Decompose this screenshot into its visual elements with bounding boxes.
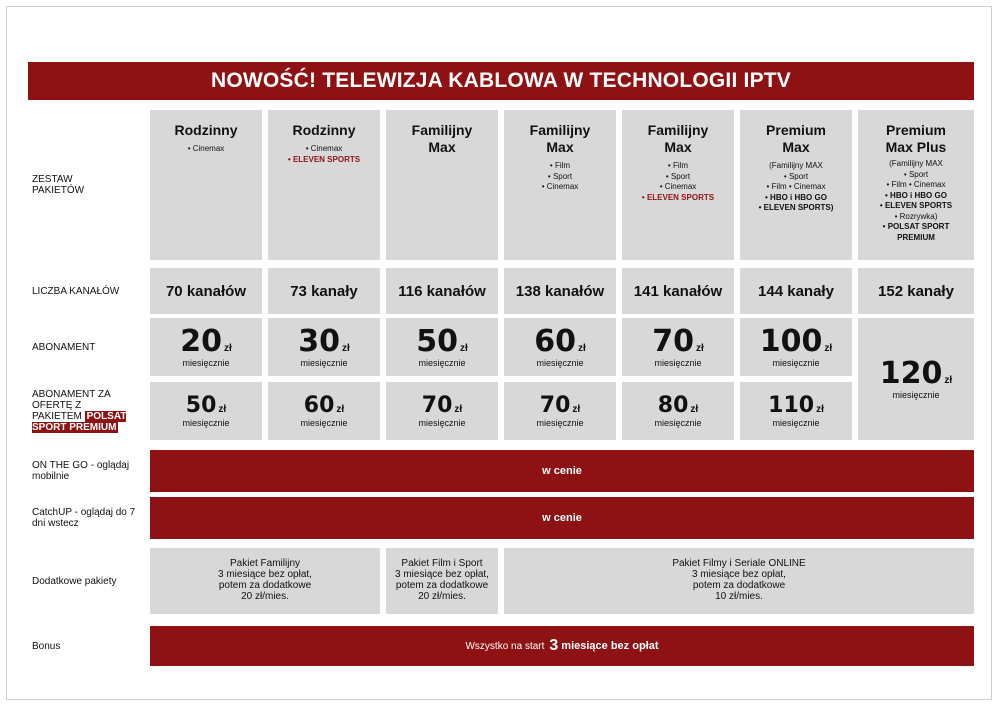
price-cell-merged: [858, 318, 974, 440]
package-feature: • Cinemax: [305, 144, 343, 153]
package-feature: • Cinemax: [659, 182, 697, 191]
row-label-subscription: [28, 318, 140, 376]
price-period: miesięcznie: [182, 417, 230, 428]
bonus-suffix: miesiące bez opłat: [561, 640, 659, 652]
price-currency: zł: [341, 342, 350, 354]
row-label-packages: [28, 110, 140, 260]
price-period: miesięcznie: [536, 357, 584, 368]
row-label-extras: [28, 548, 140, 614]
offer-price-cell: [622, 382, 734, 440]
price-period: miesięcznie: [654, 357, 702, 368]
row-label-offer: [28, 382, 140, 440]
package-desc: [504, 161, 616, 193]
channel-count: 141 kanałów: [633, 282, 723, 300]
offer-price-cell: [740, 382, 852, 440]
price-period: miesięcznie: [418, 357, 466, 368]
package-name: Premium Max Plus: [885, 122, 947, 155]
extra-package-price: 20 zł/mies.: [418, 591, 466, 602]
polsat-sport-premium-tag: POLSAT SPORT PREMIUM: [32, 411, 127, 433]
row-label-packages-text: ZESTAW PAKIETÓW: [32, 174, 85, 196]
channels-cell: [622, 268, 734, 314]
price-period: miesięcznie: [772, 357, 820, 368]
package-card: [150, 110, 262, 260]
row-label-extras-text: Dodatkowe pakiety: [32, 575, 117, 587]
package-feature: • ELEVEN SPORTS: [879, 201, 953, 210]
package-feature: • HBO i HBO GO: [765, 192, 827, 202]
extra-package-line: 3 miesiące bez opłat,: [218, 569, 312, 580]
price-period: miesięcznie: [892, 389, 940, 400]
price-currency: zł: [454, 403, 463, 415]
package-name: Familijny Max: [411, 122, 473, 155]
bonus-prefix: Wszystko na start: [465, 640, 545, 652]
price-cell: [504, 318, 616, 376]
price-period: miesięcznie: [182, 357, 230, 368]
offer-price-cell: [150, 382, 262, 440]
package-name: Familijny Max: [529, 122, 591, 155]
extra-package-line: potem za dodatkowe: [692, 580, 786, 591]
price-currency: zł: [572, 403, 581, 415]
package-name: Rodzinny: [174, 122, 238, 138]
price-currency: zł: [223, 342, 232, 354]
row-label-go: [28, 450, 140, 492]
row-label-go-text: ON THE GO - oglądaj mobilnie: [32, 460, 130, 482]
package-card: [740, 110, 852, 260]
channels-cell: [504, 268, 616, 314]
package-feature: • Film • Cinemax: [766, 182, 826, 191]
price-amount: 100: [759, 323, 823, 359]
price-period: miesięcznie: [772, 417, 820, 428]
package-feature: • Cinemax: [187, 144, 225, 153]
price-period: miesięcznie: [536, 417, 584, 428]
price-period: miesięcznie: [418, 417, 466, 428]
extra-package-line: 3 miesiące bez opłat,: [692, 569, 786, 580]
extra-package-price: 10 zł/mies.: [715, 591, 763, 602]
price-currency: zł: [695, 342, 704, 354]
offer-price-amount: 50: [185, 392, 217, 418]
extra-package-line: potem za dodatkowe: [395, 580, 489, 591]
channels-cell: [386, 268, 498, 314]
bonus-bar: [150, 626, 974, 666]
price-cell: [386, 318, 498, 376]
package-card: [622, 110, 734, 260]
price-currency: zł: [944, 374, 953, 386]
row-label-offer-text: ABONAMENT ZA OFERTĘ Z PAKIETEM: [32, 389, 111, 422]
extra-package-line: potem za dodatkowe: [218, 580, 312, 591]
offer-price-amount: 70: [421, 392, 453, 418]
price-amount: 30: [298, 323, 340, 359]
price-currency: zł: [816, 403, 824, 415]
price-amount: 60: [534, 323, 576, 359]
price-cell: [150, 318, 262, 376]
channel-count: 138 kanałów: [515, 282, 605, 300]
price-period: miesięcznie: [300, 357, 348, 368]
channels-cell: [150, 268, 262, 314]
price-currency: zł: [336, 403, 345, 415]
package-feature: • Sport: [547, 171, 573, 181]
page-title: NOWOŚĆ! TELEWIZJA KABLOWA W TECHNOLOGII IPTV: [28, 62, 974, 100]
row-label-catchup: [28, 497, 140, 539]
price-period: miesięcznie: [654, 417, 702, 428]
package-feature: • Rozrywka): [894, 211, 938, 221]
offer-price-amount: 110: [768, 392, 815, 418]
price-cell: [622, 318, 734, 376]
package-feature: • POLSAT SPORT: [882, 222, 950, 231]
package-feature: • ELEVEN SPORTS: [287, 154, 361, 164]
row-label-subscription-text: ABONAMENT: [32, 341, 96, 353]
package-feature: • HBO i HBO GO: [885, 190, 947, 200]
package-feature: • ELEVEN SPORTS): [758, 203, 834, 212]
channel-count: 144 kanały: [758, 282, 834, 300]
package-name: Rodzinny: [292, 122, 356, 138]
package-card: [268, 110, 380, 260]
offer-price-cell: [386, 382, 498, 440]
extra-package-cell: [150, 548, 380, 614]
price-cell: [268, 318, 380, 376]
package-feature: (Familijny MAX: [889, 159, 943, 168]
price-currency: zł: [577, 342, 586, 354]
extra-package-line: 3 miesiące bez opłat,: [395, 569, 489, 580]
catchup-bar: [150, 497, 974, 539]
offer-price-amount: 60: [303, 392, 335, 418]
price-period: miesięcznie: [300, 417, 348, 428]
price-amount: 120: [879, 355, 943, 391]
package-desc: [740, 161, 852, 214]
on-the-go-bar: [150, 450, 974, 492]
extra-package-name: Pakiet Familijny: [229, 558, 301, 569]
catchup-value: w cenie: [542, 512, 582, 524]
extra-package-cell: [386, 548, 498, 614]
package-desc: [622, 161, 734, 203]
row-label-catchup-text: CatchUP - oglądaj do 7 dni wstecz: [32, 507, 136, 529]
channel-count: 116 kanałów: [398, 282, 486, 300]
package-feature: • Sport: [665, 171, 691, 181]
extra-package-cell: [504, 548, 974, 614]
price-amount: 70: [652, 323, 694, 359]
offer-price-amount: 80: [657, 392, 689, 418]
row-label-channels: [28, 268, 140, 314]
price-currency: zł: [824, 342, 833, 354]
row-label-bonus-text: Bonus: [32, 640, 61, 652]
package-feature: • ELEVEN SPORTS: [641, 192, 715, 202]
package-desc: [268, 144, 380, 165]
price-amount: 20: [180, 323, 222, 359]
channel-count: 73 kanały: [290, 282, 358, 300]
channel-count: 70 kanałów: [165, 282, 247, 300]
package-feature: • Film • Cinemax: [886, 180, 946, 189]
on-the-go-value: w cenie: [542, 465, 582, 477]
row-label-bonus: [28, 626, 140, 666]
package-feature: • Sport: [903, 169, 929, 179]
bonus-months: 3: [549, 637, 559, 654]
offer-price-cell: [268, 382, 380, 440]
package-name: Familijny Max: [647, 122, 709, 155]
package-name: Premium Max: [766, 122, 826, 155]
channels-cell: [858, 268, 974, 314]
package-feature: • Film: [549, 161, 571, 170]
package-card: [386, 110, 498, 260]
price-currency: zł: [459, 342, 468, 354]
package-desc: [150, 144, 262, 155]
extra-package-name: Pakiet Filmy i Seriale ONLINE: [672, 558, 806, 569]
package-card: [504, 110, 616, 260]
row-label-channels-text: LICZBA KANAŁÓW: [32, 285, 120, 297]
package-feature: PREMIUM: [897, 232, 935, 242]
extra-package-price: 20 zł/mies.: [241, 591, 289, 602]
channels-cell: [268, 268, 380, 314]
package-feature: • Cinemax: [541, 182, 579, 191]
package-card: [858, 110, 974, 260]
offer-price-cell: [504, 382, 616, 440]
price-currency: zł: [218, 403, 227, 415]
extra-package-name: Pakiet Film i Sport: [401, 558, 483, 569]
package-feature: • Sport: [783, 171, 809, 181]
channel-count: 152 kanały: [878, 282, 954, 300]
offer-price-amount: 70: [539, 392, 571, 418]
package-feature: (Familijny MAX: [769, 161, 823, 170]
package-desc: [858, 159, 974, 243]
price-amount: 50: [416, 323, 458, 359]
price-currency: zł: [690, 403, 699, 415]
package-feature: • Film: [667, 161, 689, 170]
price-cell: [740, 318, 852, 376]
channels-cell: [740, 268, 852, 314]
